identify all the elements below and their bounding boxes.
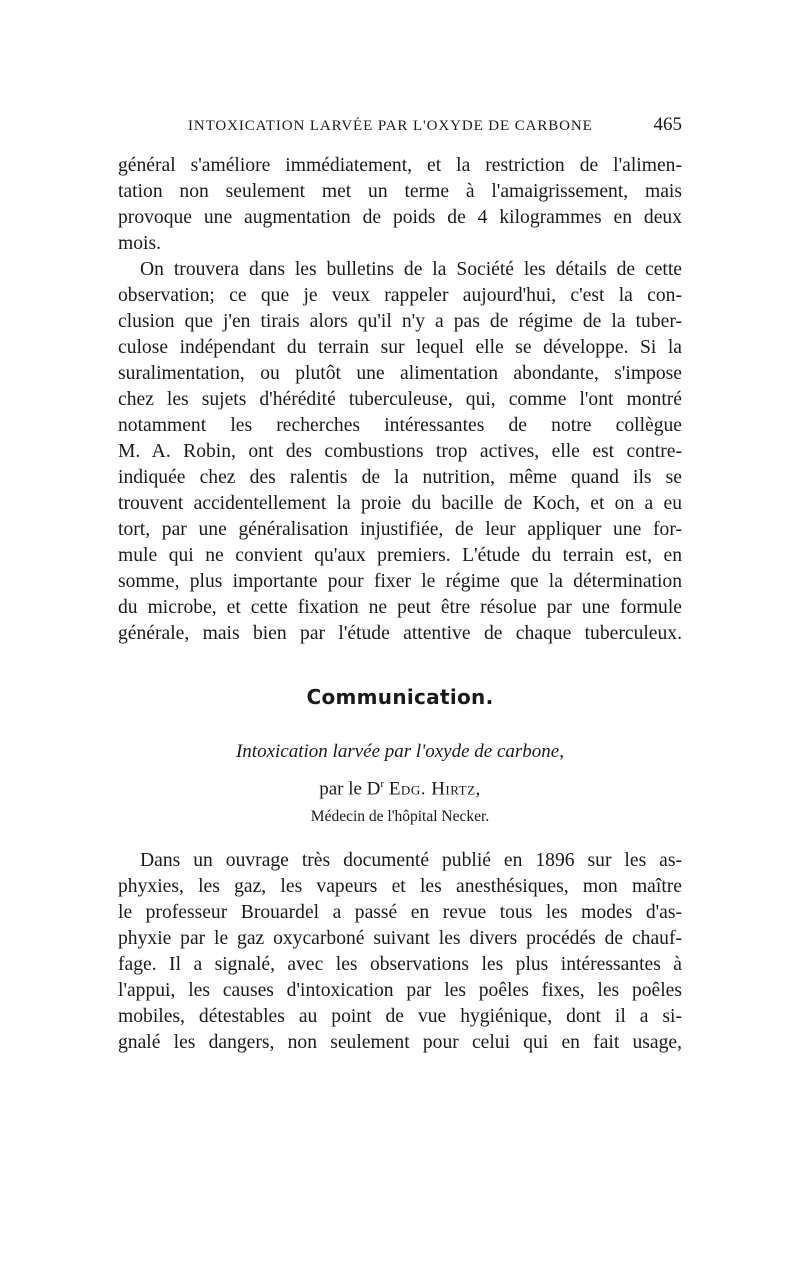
text-line: mois. [118, 233, 162, 254]
running-head [118, 114, 682, 142]
text-line: mobiles, détestables au point de vue hygiénique, dont il a si- [118, 1006, 682, 1027]
author-affiliation: Médecin de l'hôpital Necker. [310, 808, 490, 825]
text-line: mule qui ne convient qu'aux premiers. L'étude du terrain est, en [118, 545, 682, 566]
text-line: On trouvera dans les bulletins de la Société les détails de cette [140, 259, 682, 280]
article-title: Intoxication larvée par l'oxyde de carbone, [235, 741, 564, 762]
page-number: 465 [653, 114, 682, 135]
text-line: général s'améliore immédiatement, et la restriction de l'alimen- [118, 155, 682, 176]
text-line: du microbe, et cette fixation ne peut être résolue par une formule [118, 597, 682, 618]
text-line: provoque une augmentation de poids de 4 kilogrammes en deux [118, 207, 682, 228]
text-line: notamment les recherches intéressantes de notre collègue [118, 415, 682, 436]
author-byline [118, 778, 682, 800]
text-line: fage. Il a signalé, avec les observations les plus intéressantes à [118, 954, 682, 975]
text-line: indiquée chez des ralentis de la nutrition, même quand ils se [118, 467, 682, 488]
text-line: l'appui, les causes d'intoxication par les poêles fixes, les poêles [118, 980, 682, 1001]
text-line: tort, par une généralisation injustifiée, de leur appliquer une for- [118, 519, 682, 540]
text-line: M. A. Robin, ont des combustions trop actives, elle est contre- [118, 441, 682, 462]
text-line: culose indépendant du terrain sur lequel elle se développe. Si la [118, 337, 682, 358]
text-line: gnalé les dangers, non seulement pour celui qui en fait usage, [118, 1032, 682, 1053]
text-line: clusion que j'en tirais alors qu'il n'y a pas de régime de la tuber- [118, 311, 682, 332]
text-line: observation; ce que je veux rappeler aujourd'hui, c'est la con- [118, 285, 682, 306]
text-line: suralimentation, ou plutôt une alimentation abondante, s'impose [118, 363, 682, 384]
text-line: trouvent accidentellement la proie du bacille de Koch, et on a eu [118, 493, 682, 514]
author-name: Edg. Hirtz, [388, 778, 481, 800]
text-line: le professeur Brouardel a passé en revue tous les modes d'as- [118, 902, 682, 923]
text-line: phyxie par le gaz oxycarboné suivant les divers procédés de chauf- [118, 928, 682, 949]
section-heading: Communication. [306, 685, 494, 709]
running-title: INTOXICATION LARVÉE PAR L'OXYDE DE CARBONE [188, 118, 593, 134]
text-line: chez les sujets d'hérédité tuberculeuse, qui, comme l'ont montré [118, 389, 682, 410]
text-line: phyxies, les gaz, les vapeurs et les anesthésiques, mon maître [118, 876, 682, 897]
text-line: somme, plus importante pour fixer le régime que la détermination [118, 571, 682, 592]
text-line: tation non seulement met un terme à l'amaigrissement, mais [118, 181, 682, 202]
byline-superscript: r [380, 778, 385, 790]
byline-prefix: par le D [319, 778, 381, 800]
text-line: Dans un ouvrage très documenté publié en 1896 sur les as- [140, 850, 682, 871]
text-line: générale, mais bien par l'étude attentive de chaque tuberculeux. [118, 623, 682, 644]
